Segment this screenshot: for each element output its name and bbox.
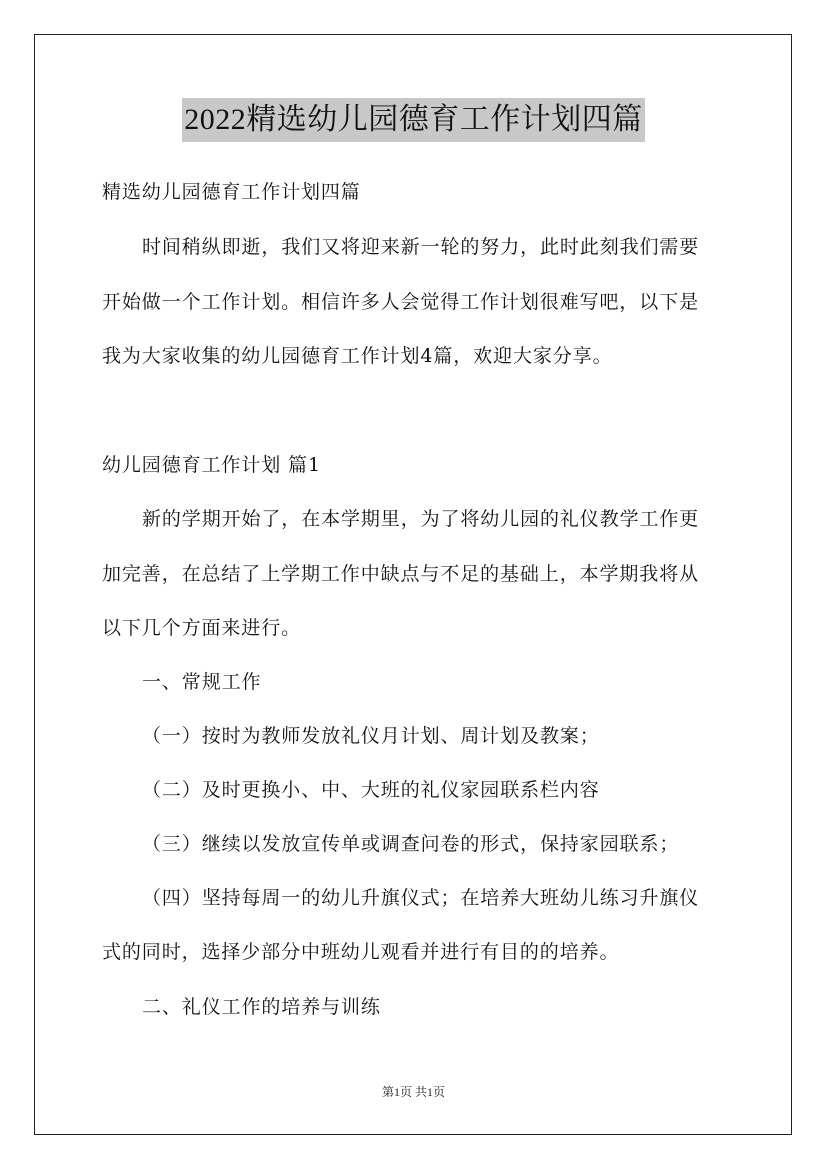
subsection-heading: 一、常规工作 xyxy=(142,671,262,693)
list-item-continuation: 式的同时，选择少部分中班幼儿观看并进行有目的的培养。 xyxy=(102,941,620,963)
title-container xyxy=(0,98,827,142)
paragraph-line: 新的学期开始了，在本学期里，为了将幼儿园的礼仪教学工作更 xyxy=(142,508,700,530)
paragraph-line: 加完善，在总结了上学期工作中缺点与不足的基础上，本学期我将从 xyxy=(102,563,700,585)
paragraph-line: 时间稍纵即逝，我们又将迎来新一轮的努力，此时此刻我们需要 xyxy=(142,236,700,258)
paragraph-line: 开始做一个工作计划。相信许多人会觉得工作计划很难写吧，以下是 xyxy=(102,291,700,313)
paragraph-line: 以下几个方面来进行。 xyxy=(102,617,302,639)
subsection-heading: 二、礼仪工作的培养与训练 xyxy=(142,996,381,1018)
list-item: （三）继续以发放宣传单或调查问卷的形式，保持家园联系； xyxy=(142,833,680,855)
section-heading: 幼儿园德育工作计划 篇1 xyxy=(102,454,321,476)
list-item: （二）及时更换小、中、大班的礼仪家园联系栏内容 xyxy=(142,779,600,801)
list-item: （一）按时为教师发放礼仪月计划、周计划及教案； xyxy=(142,725,600,747)
list-item: （四）坚持每周一的幼儿升旗仪式；在培养大班幼儿练习升旗仪 xyxy=(142,887,700,909)
document-title: 2022精选幼儿园德育工作计划四篇 xyxy=(182,98,645,142)
page-footer: 第1页 共1页 xyxy=(381,1085,445,1099)
paragraph-line: 我为大家收集的幼儿园德育工作计划4篇，欢迎大家分享。 xyxy=(102,345,613,367)
subtitle-line: 精选幼儿园德育工作计划四篇 xyxy=(102,181,361,203)
